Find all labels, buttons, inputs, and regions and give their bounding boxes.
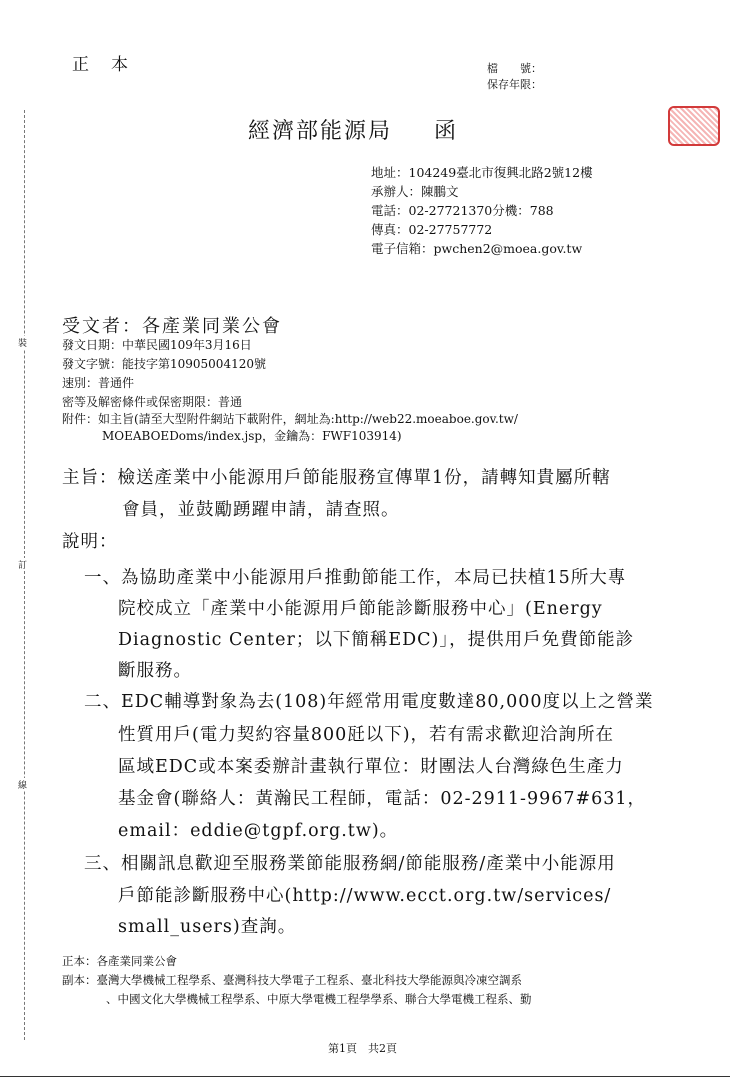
secrecy-level: 密等及解密條件或保密期限：普通 — [62, 395, 243, 409]
item-3-line: 三、相關訊息歡迎至服務業節能服務網/節能服務/產業中小能源用 — [84, 854, 616, 874]
item-1-line: 斷服務。 — [118, 661, 192, 681]
archive-number: 檔 號： — [487, 62, 542, 75]
contact-email: 電子信箱：pwchen2@moea.gov.tw — [371, 241, 583, 256]
page-number: 第1頁 共2頁 — [328, 1042, 397, 1055]
document-type: 函 — [434, 119, 459, 144]
item-1-line: 一、為協助產業中小能源用戶推動節能工作，本局已扶植15所大專 — [84, 568, 627, 588]
contact-handler: 承辦人：陳鵬文 — [371, 184, 459, 199]
explanation-label: 說明： — [62, 532, 118, 552]
binding-line — [24, 110, 25, 1040]
contact-address: 地址：104249臺北市復興北路2號12樓 — [371, 165, 593, 180]
copy-type-label: 正本 — [72, 55, 150, 75]
recipient: 受文者：各產業同業公會 — [62, 316, 282, 337]
reference-number: 發文字號：能技字第10905004120號 — [62, 357, 266, 371]
binding-mark-ding: 訂 — [18, 558, 27, 571]
contact-fax: 傳真：02-27757772 — [371, 222, 493, 237]
issue-date: 發文日期：中華民國109年3月16日 — [62, 338, 252, 352]
item-3-line: 戶節能診斷服務中心(http://www.ecct.org.tw/services/ — [118, 886, 612, 906]
binding-mark-zhuang: 裝 — [18, 336, 27, 349]
attachment-line-1: 附件：如主旨(請至大型附件網站下載附件，網址為:http://web22.moeaboe.gov.tw/ — [62, 412, 518, 426]
attachment-line-2: MOEABOEDoms/index.jsp，金鑰為：FWF103914) — [102, 429, 402, 443]
bottom-rule — [0, 1076, 730, 1077]
red-seal-stamp — [668, 106, 720, 146]
item-3-line: small_users)查詢。 — [118, 917, 297, 937]
item-2-line: 基金會(聯絡人：黃瀚民工程師，電話：02-2911-9967#631， — [118, 789, 647, 809]
contact-phone: 電話：02-27721370分機：788 — [371, 203, 554, 218]
copy-recipients-line-2: 、中國文化大學機械工程學系、中原大學電機工程學學系、聯合大學電機工程系、勤 — [106, 992, 532, 1006]
agency-name: 經濟部能源局 — [248, 119, 393, 144]
item-2-line: 性質用戶(電力契約容量800瓩以下)，若有需求歡迎洽詢所在 — [118, 725, 615, 745]
subject-line-1: 主旨：檢送產業中小能源用戶節能服務宣傳單1份，請轉知貴屬所轄 — [62, 468, 611, 488]
copy-recipients-line-1: 副本：臺灣大學機械工程學系、臺灣科技大學電子工程系、臺北科技大學能源與冷凍空調系 — [62, 973, 522, 987]
item-2-line: email：eddie@tgpf.org.tw)。 — [118, 821, 399, 841]
binding-mark-xian: 線 — [18, 778, 27, 791]
item-2-line: 區域EDC或本案委辦計畫執行單位：財團法人台灣綠色生產力 — [118, 757, 624, 777]
item-1-line: 院校成立「產業中小能源用戶節能診斷服務中心」(Energy — [118, 599, 603, 619]
original-recipients: 正本：各產業同業公會 — [62, 954, 177, 968]
item-1-line: Diagnostic Center；以下簡稱EDC)」，提供用戶免費節能診 — [118, 630, 635, 650]
document-title — [248, 114, 458, 145]
retention-period: 保存年限： — [487, 78, 542, 91]
delivery-speed: 速別：普通件 — [62, 376, 135, 390]
item-2-line: 二、EDC輔導對象為去(108)年經常用電度數達80,000度以上之營業 — [84, 692, 654, 712]
subject-line-2: 會員，並鼓勵踴躍申請，請查照。 — [122, 500, 400, 520]
